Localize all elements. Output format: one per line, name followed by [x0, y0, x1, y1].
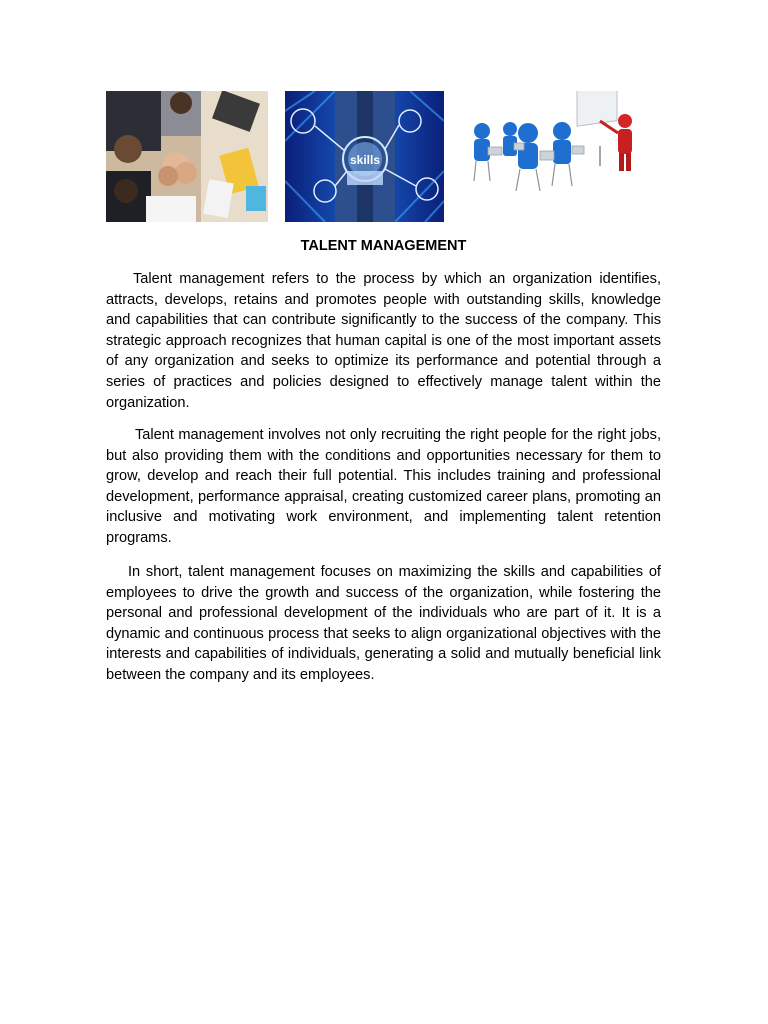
presentation-illustration: [450, 91, 654, 222]
skills-caption: skills: [349, 153, 381, 167]
skills-concept-image: [285, 91, 444, 222]
teamwork-hands-image: [106, 91, 268, 222]
paragraph-3: In short, talent management focuses on maximizing the skills and capabilities of employees to drive the growth and success of the organization, while fostering the personal and professional development of the individuals who are part of it. It is a dynamic and continuous process that seeks to align organizational objectives with the interests and capabilities of individuals, generating a solid and mutually beneficial link between the company and its employees.: [106, 564, 661, 683]
paragraph-2: Talent management involves not only recruiting the right people for the right jobs, but also providing them with the conditions and opportunities necessary for them to grow, develop and reach their full potential. This includes training and professional development, performance appraisal, creating customized career plans, promoting an inclusive and motivating work environment, and implementing talent retention programs.: [106, 427, 661, 546]
document-title: TALENT MANAGEMENT: [300, 238, 467, 254]
paragraph-1: Talent management refers to the process by which an organization identifies, attracts, develops, retains and promotes people with outstanding skills, knowledge and capabilities that can contribute significantly to the success of the company. This strategic approach recognizes that human capital is one of the most important assets of any organization and seeks to optimize its performance and potential through a series of practices and policies designed to effectively manage talent within the organization.: [106, 271, 661, 411]
